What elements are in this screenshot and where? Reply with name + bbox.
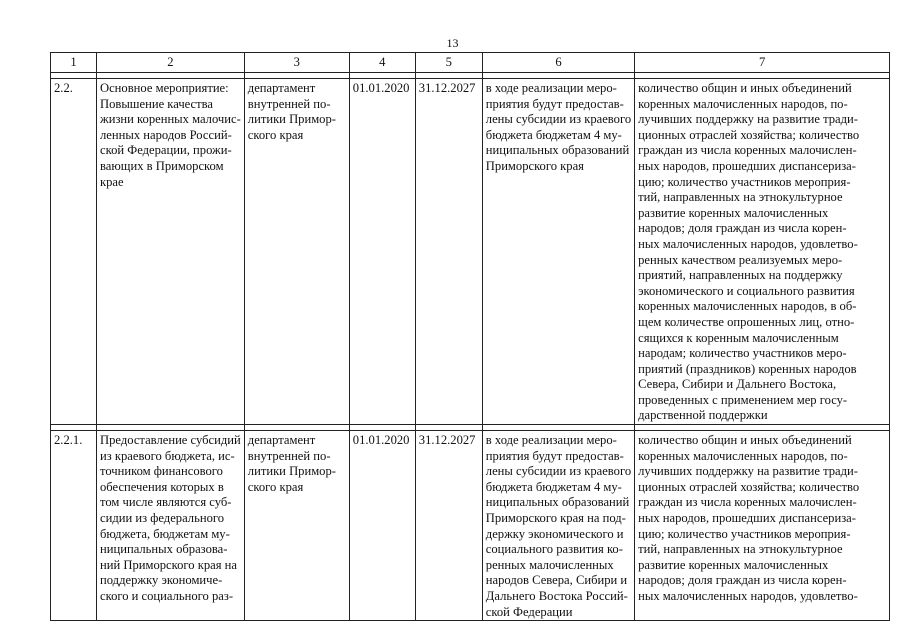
column-header: 3	[244, 53, 349, 73]
table-row	[51, 431, 890, 621]
column-header: 6	[482, 53, 634, 73]
column-header: 4	[349, 53, 415, 73]
row-number: 2.2.1.	[51, 431, 97, 621]
executor: департамент внутренней по- литики Примор- ского края	[244, 431, 349, 621]
end-date: 31.12.2027	[415, 79, 482, 425]
expected-result: в ходе реализации меро- приятия будут предостав- лены субсидии из краевого бюджета бюджетам 4 му- ниципальных образований Приморского края на под- держку экономического и социального развития ко- ренных малочисленных народов Севера, Сибири и Дальнего Востока Россий- ской Федерации	[482, 431, 634, 621]
expected-result: в ходе реализации меро- приятия будут предостав- лены субсидии из краевого бюджета бюджетам 4 му- ниципальных образований Приморского края	[482, 79, 634, 425]
table-header	[51, 53, 890, 73]
column-header: 1	[51, 53, 97, 73]
executor: департамент внутренней по- литики Примор- ского края	[244, 79, 349, 425]
start-date: 01.01.2020	[349, 431, 415, 621]
column-header: 2	[97, 53, 245, 73]
column-header: 7	[635, 53, 890, 73]
activity-name: Основное мероприятие: Повышение качества жизни коренных малочис- ленных народов Россий- ской Федерации, прожи- вающих в Приморском крае	[97, 79, 245, 425]
row-number: 2.2.	[51, 79, 97, 425]
start-date: 01.01.2020	[349, 79, 415, 425]
indicators: количество общин и иных объединений коренных малочисленных народов, по- лучивших поддержку на развитие тради- ционных отраслей хозяйства; количество граждан из числа коренных малочислен- ных народов, прошедших диспансериза- цию; количество участников мероприя- тий, направленных на этнокультурное развитие коренных малочисленных народов; доля граждан из числа корен- ных малочисленных народов, удовлетво-	[635, 431, 890, 621]
page-number: 13	[446, 36, 459, 50]
table-row	[51, 79, 890, 425]
activity-name: Предоставление субсидий из краевого бюджета, ис- точником финансового обеспечения которых в том числе являются суб- сидии из федерального бюджета, бюджетам му- ниципальных образова- ний Приморского края на поддержку экономиче- ского и социального раз-	[97, 431, 245, 621]
end-date: 31.12.2027	[415, 431, 482, 621]
program-table	[50, 52, 890, 621]
indicators: количество общин и иных объединений коренных малочисленных народов, по- лучивших поддержку на развитие тради- ционных отраслей хозяйства; количество граждан из числа коренных малочислен- ных народов, прошедших диспансериза- цию; количество участников мероприя- тий, направленных на этнокультурное развитие коренных малочисленных народов; доля граждан из числа корен- ных малочисленных народов, удовлетво- ренных качеством реализуемых меро- приятий, направленных на поддержку экономического и социального развития коренных малочисленных народов, в об- щем количестве опрошенных лиц, отно- сящихся к коренным малочисленным народам; количество участников меро- приятий (праздников) коренных народов Севера, Сибири и Дальнего Востока, проведенных с применением мер госу- дарственной поддержки	[635, 79, 890, 425]
column-header: 5	[415, 53, 482, 73]
